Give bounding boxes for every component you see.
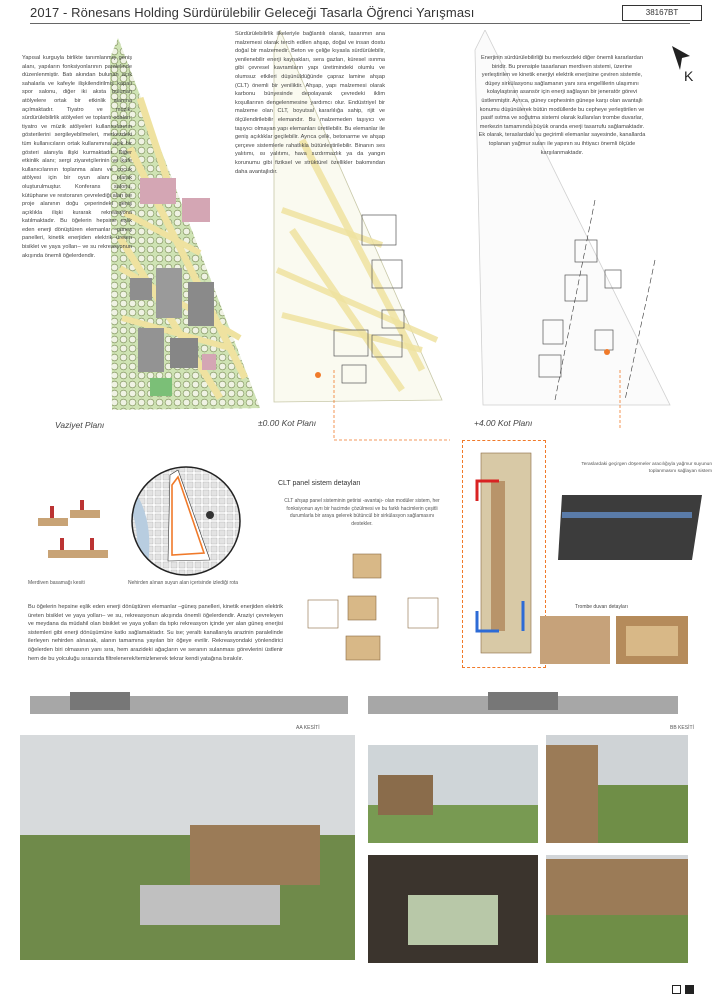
render-courtyard <box>368 745 538 843</box>
clt-module-drawings <box>298 548 458 666</box>
section-aa-label: AA KESİTİ <box>296 725 320 731</box>
render-underpass <box>368 855 538 963</box>
material-description-text: Sürdürülebilirlik ilkeleriyle bağlantılı olarak, tasarımın ana malzemesi olarak tercih edilen ahşap, doğal ve insan dostu doğal bir malzemedir. Beton ve çeliğe kıyasla sürdürülebilir, yenilenebilir enerji kaynakları, sera gazları, küresel ısınma gibi çevresel kavramların yapı üretimindeki olumlu ve olumsuz etkileri düşünüldüğünde çapraz lamine ahşap (CLT) önemli bir yeniliktir. Ahşap, yapı malzemesi olarak karbonu bünyesinde depolayarak çevredeki iklim koşullarının dengelenmesine yardımcı olur. Endüstriyel bir malzeme olan CLT, boyutsal kararlılığa sahip, rijit ve ölçülendirilebilir elemandır. Bu malzemeden taşıyıcı ve taşıyıcı olmayan yapı elemanları üretilebilir. Bu elemanlar ile geniş açıklıklar geçilebilir. Ayrıca çelik, betonarme ve ahşap çerçeve sistemlerle rahatlıkla bütünleştirilebilir. Binanın ses yalıtımı, ısı yalıtımı, hava sızdırmazlık ya da yangın korunumu gibi fiziksel ve strüktürel özellikler bakımından daha avantajlıdır. <box>235 31 385 175</box>
water-description-text: Bu öğelerin hepsine eşlik eden enerji dönüştüren elemanlar –güneş panelleri, kinetik enerjiden elektrik üreten bisiklet ve yaya yolları– ve su, rekreasyonun akışında önemli öğelerdendir. Araziyi çevreleyen ve meydana da müdahil olan bisiklet ve yaya yolları da tıpkı rekreasyon içinde yer alan güneş enerjisi sistemleri gibi enerji dönüşümüne katkı sağlamaktadır. Su ise; yeraltı kanallarıyla arazinin paralelinde ilerleyen nehirden alınarak, alanın tamamına yayılan bir öğeye evrilir. Rekreasyondaki yönlendirici öğelerden biri olmasının yanı sıra, hem arazideki ağaçların ve seranın sulanması görevlerini üstlenir hem de bu yolculuğu sırasında filtrelenerek/temizlenerek tekrar kendi yatağına bırakılır. <box>28 604 283 662</box>
entry-code: 38167BT <box>622 5 702 21</box>
section-bb-strip <box>368 688 678 716</box>
level-4-plan-label: +4.00 Kot Planı <box>474 418 533 428</box>
river-route-map <box>130 465 242 577</box>
trombe-detail-label: Trombe duvarı detayları <box>575 604 628 610</box>
page-indicator-1 <box>672 985 681 994</box>
header-divider <box>30 23 690 24</box>
stair-section-drawing <box>30 500 120 575</box>
north-label: K <box>684 68 694 84</box>
render-bike-path <box>546 855 688 963</box>
trombe-wall-renders <box>540 612 690 668</box>
render-aerial <box>20 735 355 960</box>
trombe-wall-section-frame <box>462 440 546 668</box>
clt-title: CLT panel sistem detayları <box>278 480 361 487</box>
stair-section-label: Merdiven basamağı kesiti <box>28 580 85 586</box>
render-terrace <box>546 735 688 843</box>
page-indicator-2 <box>685 985 694 994</box>
site-description-text: Yapısal kurguyla birlikte tanımlanmış geniş alanı, yapıların fonksiyonlarının paralelinde düzenlenmiştir. Batı akından bulunan açık sahalarla ve kafeyle ilişkilendirilmiş kapalı spor salonu, diğer iki aksta bulunan atölyelere ortak bir etkinlik alanına açılmaktadır. Tiyatro ve müzik, sürdürülebilirlik atölyeleri ve toplantı odaları; tiyatro ve müzik atölyeleri kullanıcılarının gösterilerini sergileyebilmeleri, merkezdeki tüm kullanıcıların ortak kullanımına açık bir gösteri alanıyla ilişki kurmaktadır. Diğer etkinlik alanı; sergi ziyaretçilerinin ve kafe kullanıcılarının toplanma alanı ve çocuk atölyesi için bir oyun alanı olarak oluşturulmuştur. Konferans salonu, kütüphane ve restoranın çevrelediği alan ise proje alanının doğu çeperindeki geniş açıklıkla ilişki kurarak rekreasyona katılmaktadır. Bu öğelerin hepsine eşlik eden enerji dönüştüren elemanlar –güneş panelleri, kinetik enerjiden elektrik üreten bisiklet ve yaya yolları– ve su rekreasyonun akışında önemli öğelerdendir. <box>22 55 132 259</box>
level-0-plan-label: ±0.00 Kot Planı <box>258 418 317 428</box>
clt-description: CLT ahşap panel sisteminin getirisi -avantajı- olan modüler sistem, her fonksiyonun ayrı bir hacimde çözülmesi ve bu farklı hacimlerin çeşitli durumlarla bir araya gelerek bütüncül bir sirkülasyon sağlamasını destekler. <box>284 498 440 527</box>
site-plan-label: Vaziyet Planı <box>55 420 105 430</box>
terrace-note: Teraslardaki geçirgen döşemeler aracılığıyla yağmur suyunun toplanmasını sağlayan sistem <box>581 462 712 474</box>
section-bb-label: BB KESİTİ <box>670 725 694 731</box>
section-aa-strip <box>30 688 348 716</box>
river-route-label: Nehirden alınan suyun alan içerisinde izlediği rota <box>128 580 239 586</box>
poster-title: 2017 - Rönesans Holding Sürdürülebilir Geleceği Tasarla Öğrenci Yarışması <box>30 5 475 20</box>
energy-description-text: Enerjinin sürdürülebilirliği bu merkezdeki diğer önemli kararlardan biridir. Bu prensiple tasarlanan merdiven sistemi, üzerine yerleştirilen ve kinetik enerjiyi elektrik enerjisine çeviren sistemle, düşey sirkülasyonu sağlamanın yanı sıra engellilerin ulaşımını kolaylaştıran asansör için enerji sağlayan bir jeneratör görevi üstlenmiştir. Ayrıca, güney cephesinin güneşe karşı olan avantajlı konumu düşünülerek bütün modüllerde bu cepheye yerleştirilen ve pasif ısıtma ve soğutma sistemi olarak kullanılan trombe duvarlar, merkezin tamamında büyük oranda enerji tasarrufu sağlamaktadır. Ek olarak, teraslardaki su geçirimli elemanlar sayesinde, kanallarda toplanan yağmur suları ile yapının su ihtiyacı önemli ölçüde karşılanmaktadır. <box>478 55 646 156</box>
